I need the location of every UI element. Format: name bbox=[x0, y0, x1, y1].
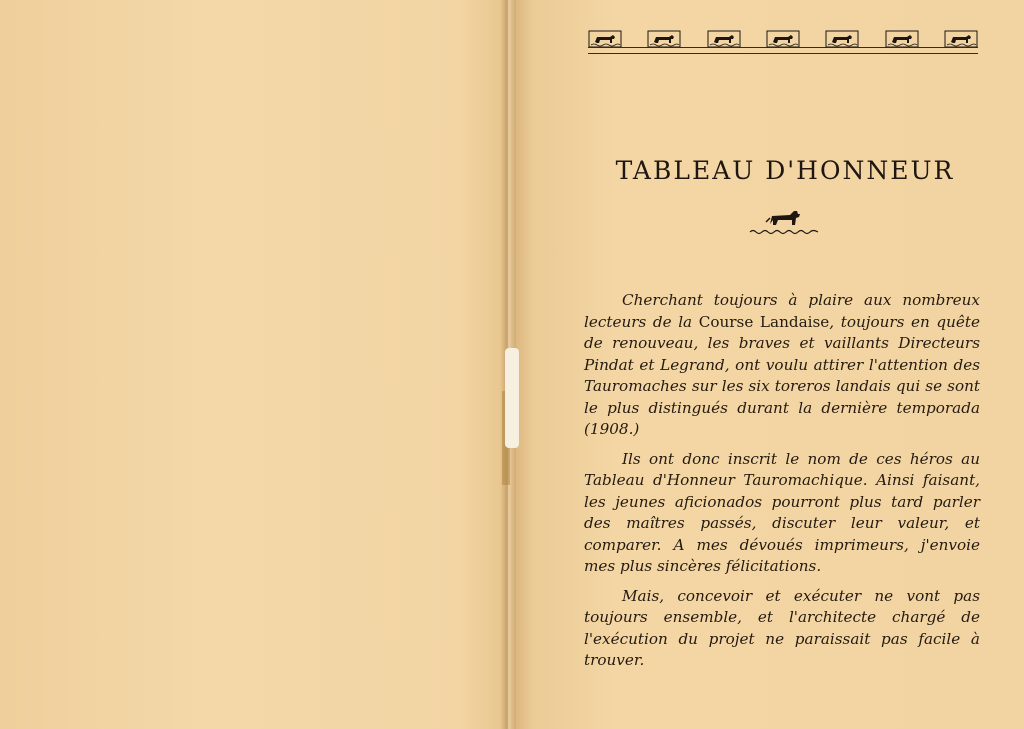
page-title: TABLEAU D'HONNEUR bbox=[615, 156, 955, 185]
paragraph-3: Mais, concevoir et exécuter ne vont pas toujours ensemble, et l'architecte chargé de l'exécution du projet ne paraissait pas facile à trouver. bbox=[584, 586, 980, 669]
header-double-rule bbox=[588, 47, 978, 54]
blank-left-page bbox=[0, 0, 505, 729]
publication-name: Course Landaise bbox=[698, 312, 830, 331]
paragraph-2: Ils ont donc inscrit le nom de ces héros au Tableau d'Honneur Tauromachique. Ainsi faisant, les jeunes aficionados pourront plus tard parler des maîtres passés, discuter leur valeur, et comparer. A mes dévoués imprimeurs, j'envoie mes plus sincères félicitations. bbox=[584, 449, 980, 575]
paragraph-1: Cherchant toujours à plaire aux nombreux lecteurs de la Course Landaise, toujours en quête de renouveau, les braves et vaillants Directeurs Pindat et Legrand, ont voulu attirer l'attention des Tauromaches sur les six toreros landais qui se sont le plus distingués durant la dernière temporada (1908.) bbox=[584, 291, 980, 438]
bull-icon bbox=[748, 202, 820, 236]
body-text bbox=[584, 290, 980, 680]
